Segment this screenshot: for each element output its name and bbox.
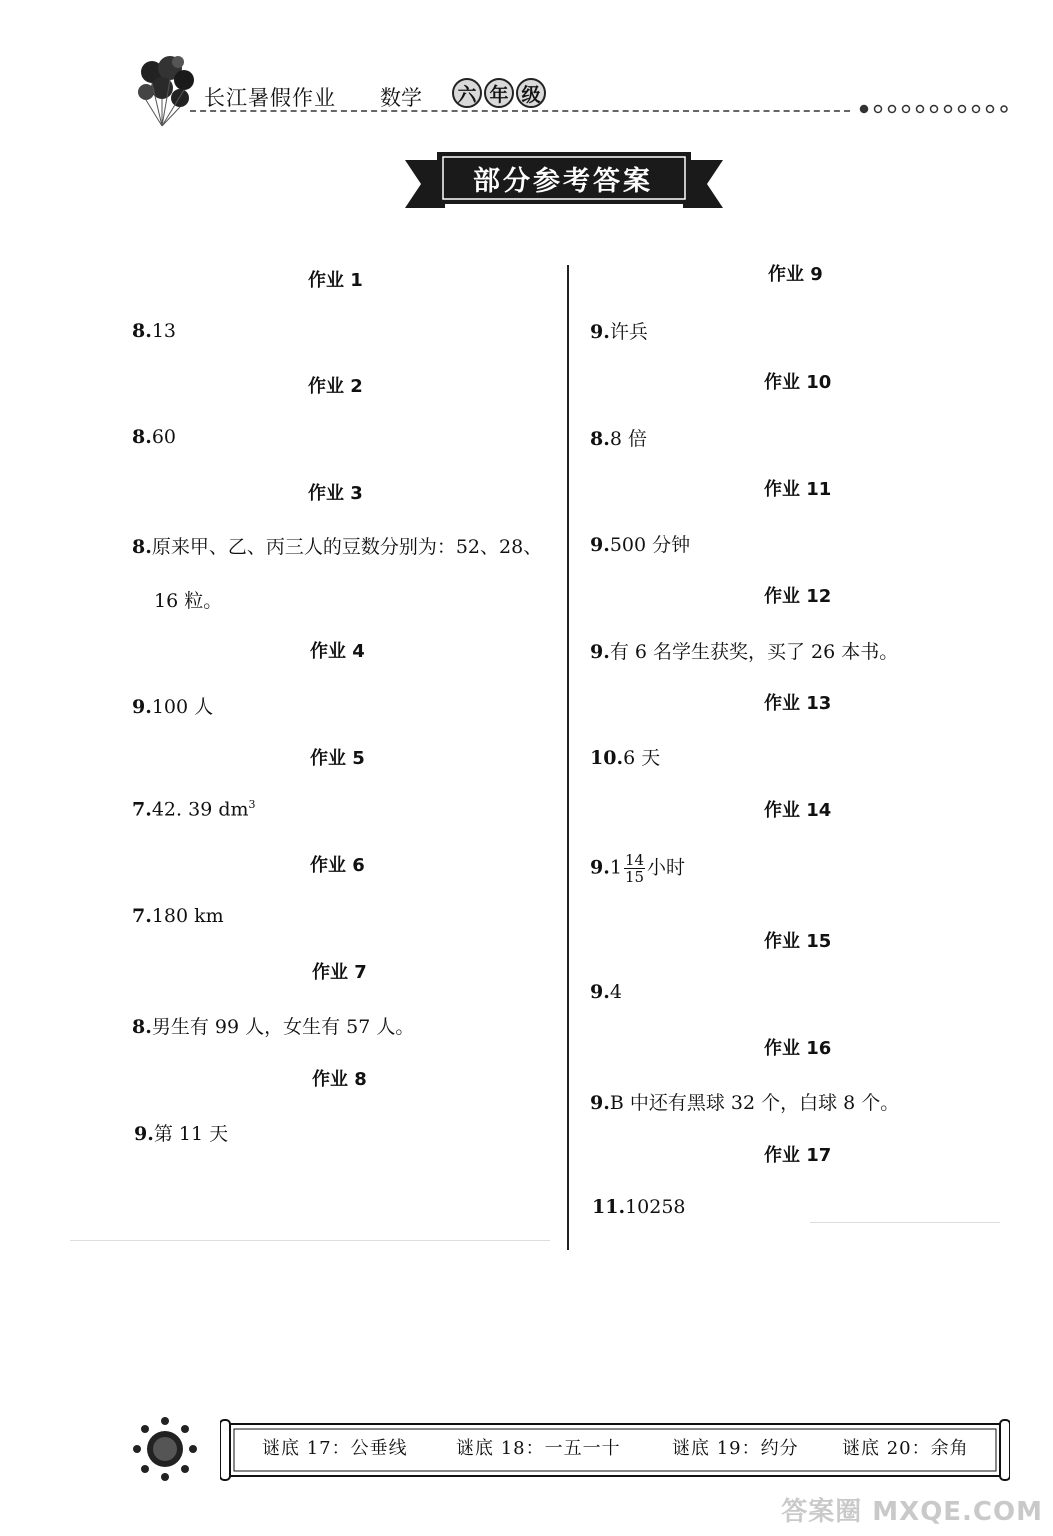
answer-item <box>132 1012 414 1039</box>
answer-item <box>590 424 647 451</box>
question-number: 8. <box>132 320 152 342</box>
question-number: 8. <box>132 426 152 448</box>
answer-item <box>590 981 622 1003</box>
subject-label: 数学 <box>380 86 422 110</box>
answer-text: 100 人 <box>151 696 214 718</box>
homework-title: 作业 8 <box>312 1069 367 1090</box>
answer-text: 42. 39 dm <box>151 798 249 821</box>
faint-line <box>810 1222 1000 1223</box>
question-number: 8. <box>132 536 152 558</box>
homework-title: 作业 10 <box>764 372 832 393</box>
grade-badge <box>452 78 546 108</box>
answer-text: 6 天 <box>623 747 661 769</box>
answer-text: 500 分钟 <box>609 534 691 556</box>
question-number: 11. <box>592 1196 626 1218</box>
question-number: 9. <box>132 696 152 718</box>
faint-line <box>70 1240 550 1241</box>
riddle-answer: 谜底 19：约分 <box>672 1438 799 1459</box>
answer-text: 男生有 99 人，女生有 57 人。 <box>151 1016 415 1038</box>
grade-char: 六 <box>452 78 482 108</box>
homework-title: 作业 3 <box>308 483 363 504</box>
answer-text: 原来甲、乙、丙三人的豆数分别为：52、28、 <box>151 536 543 558</box>
answer-item <box>590 852 685 885</box>
question-number: 9. <box>590 641 610 663</box>
answer-item <box>590 1088 899 1115</box>
homework-title: 作业 15 <box>764 931 832 952</box>
fraction-numerator: 14 <box>624 851 645 869</box>
answer-item <box>590 743 660 770</box>
answer-text: 4 <box>609 981 622 1003</box>
question-number: 9. <box>590 321 610 343</box>
answer-item <box>132 798 256 820</box>
header-dots-decoration <box>858 102 1008 116</box>
question-number: 7. <box>132 798 152 821</box>
site-watermark: 答案圈 MXQE.COM <box>781 1497 1043 1527</box>
answer-text: 10258 <box>625 1196 686 1218</box>
answer-item <box>134 1119 228 1146</box>
answer-whole: 1 <box>609 856 622 879</box>
answer-item <box>132 905 224 927</box>
homework-title: 作业 6 <box>310 855 365 876</box>
homework-title: 作业 7 <box>312 962 367 983</box>
answer-item <box>132 532 542 559</box>
answer-item <box>132 692 213 719</box>
homework-title: 作业 17 <box>764 1145 832 1166</box>
question-number: 8. <box>132 1016 152 1038</box>
riddle-answer: 谜底 20：余角 <box>842 1438 969 1459</box>
column-divider <box>567 265 569 1250</box>
question-number: 9. <box>590 1092 610 1114</box>
banner-title: 部分参考答案 <box>473 165 653 197</box>
question-number: 7. <box>132 905 152 927</box>
homework-title: 作业 5 <box>310 748 365 769</box>
homework-title: 作业 16 <box>764 1038 832 1059</box>
grade-char: 年 <box>484 78 514 108</box>
question-number: 9. <box>590 534 610 556</box>
superscript-exponent: 3 <box>248 798 256 811</box>
homework-title: 作业 4 <box>310 641 365 662</box>
homework-title: 作业 1 <box>308 270 363 291</box>
question-number: 8. <box>590 428 610 450</box>
question-number: 10. <box>590 747 624 769</box>
riddle-answer: 谜底 18：一五一十 <box>456 1438 621 1459</box>
answer-text: 第 11 天 <box>153 1123 229 1145</box>
answer-text: 有 6 名学生获奖，买了 26 本书。 <box>609 641 899 663</box>
answer-text: 许兵 <box>609 321 648 343</box>
answer-item <box>590 317 648 344</box>
fraction-denominator: 15 <box>624 868 645 886</box>
homework-title: 作业 14 <box>764 800 832 821</box>
homework-title: 作业 13 <box>764 693 832 714</box>
answer-item <box>132 426 176 448</box>
homework-title: 作业 12 <box>764 586 832 607</box>
homework-title: 作业 11 <box>764 479 832 500</box>
header-divider <box>190 110 850 112</box>
answer-item <box>132 320 176 342</box>
answer-text-continued: 16 粒。 <box>154 590 223 612</box>
grade-char: 级 <box>516 78 546 108</box>
answer-text: 13 <box>151 320 177 342</box>
sun-icon <box>130 1414 200 1484</box>
answer-item <box>592 1196 686 1218</box>
riddle-answer: 谜底 17：公垂线 <box>262 1438 408 1459</box>
question-number: 9. <box>590 856 610 879</box>
homework-title: 作业 9 <box>768 264 823 285</box>
balloons-icon <box>132 50 198 130</box>
book-title: 长江暑假作业 <box>204 86 336 110</box>
question-number: 9. <box>590 981 610 1003</box>
answer-item <box>590 637 898 664</box>
homework-title: 作业 2 <box>308 376 363 397</box>
answer-item <box>590 530 690 557</box>
fraction <box>624 852 645 885</box>
answer-unit: 小时 <box>647 856 686 879</box>
answer-text: 60 <box>151 426 177 448</box>
answer-text: 8 倍 <box>609 428 647 450</box>
answer-text: 180 km <box>151 905 224 927</box>
answer-text: B 中还有黑球 32 个，白球 8 个。 <box>609 1092 900 1114</box>
question-number: 9. <box>134 1123 154 1145</box>
